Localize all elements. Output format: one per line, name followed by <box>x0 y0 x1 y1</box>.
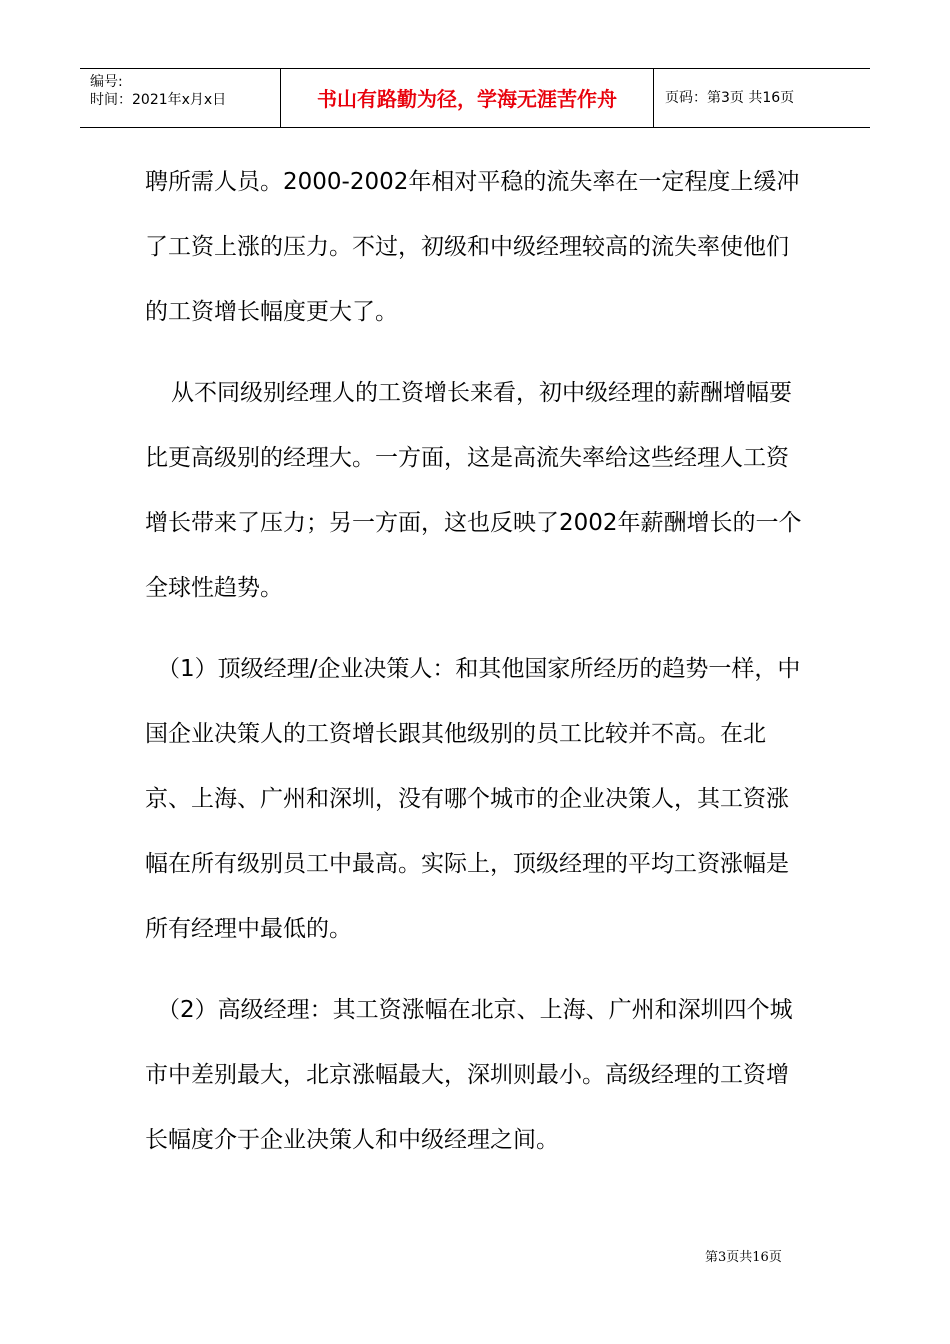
header-motto: 书山有路勤为径，学海无涯苦作舟 <box>317 87 617 111</box>
header-divider-right <box>653 69 654 128</box>
header-page-info: 页码：第3页 共16页 <box>665 90 795 106</box>
page-footer: 第3页共16页 <box>705 1250 782 1265</box>
header-meta <box>90 73 226 109</box>
paragraph-1: 聘所需人员。2000-2002年相对平稳的流失率在一定程度上缓冲了工资上涨的压力。不过，初级和中级经理较高的流失率使他们的工资增长幅度更大了。 <box>145 169 800 325</box>
time-label: 时间：2021年x月x日 <box>90 92 227 108</box>
paragraph-4: （2）高级经理：其工资涨幅在北京、上海、广州和深圳四个城市中差别最大，北京涨幅最大，深圳则最小。高级经理的工资增长幅度介于企业决策人和中级经理之间。 <box>145 997 793 1153</box>
paragraph-2: 从不同级别经理人的工资增长来看，初中级经理的薪酬增幅要比更高级别的经理大。一方面，这是高流失率给这些经理人工资增长带来了压力；另一方面，这也反映了2002年薪酬增长的一个全球性趋势。 <box>145 380 802 601</box>
code-label: 编号: <box>90 74 123 90</box>
page-header <box>80 68 870 128</box>
document-body <box>145 150 810 1189</box>
paragraph-3: （1）顶级经理/企业决策人：和其他国家所经历的趋势一样，中国企业决策人的工资增长跟其他级别的员工比较并不高。在北京、上海、广州和深圳，没有哪个城市的企业决策人，其工资涨幅在所有级别员工中最高。实际上，顶级经理的平均工资涨幅是所有经理中最低的。 <box>145 656 801 942</box>
